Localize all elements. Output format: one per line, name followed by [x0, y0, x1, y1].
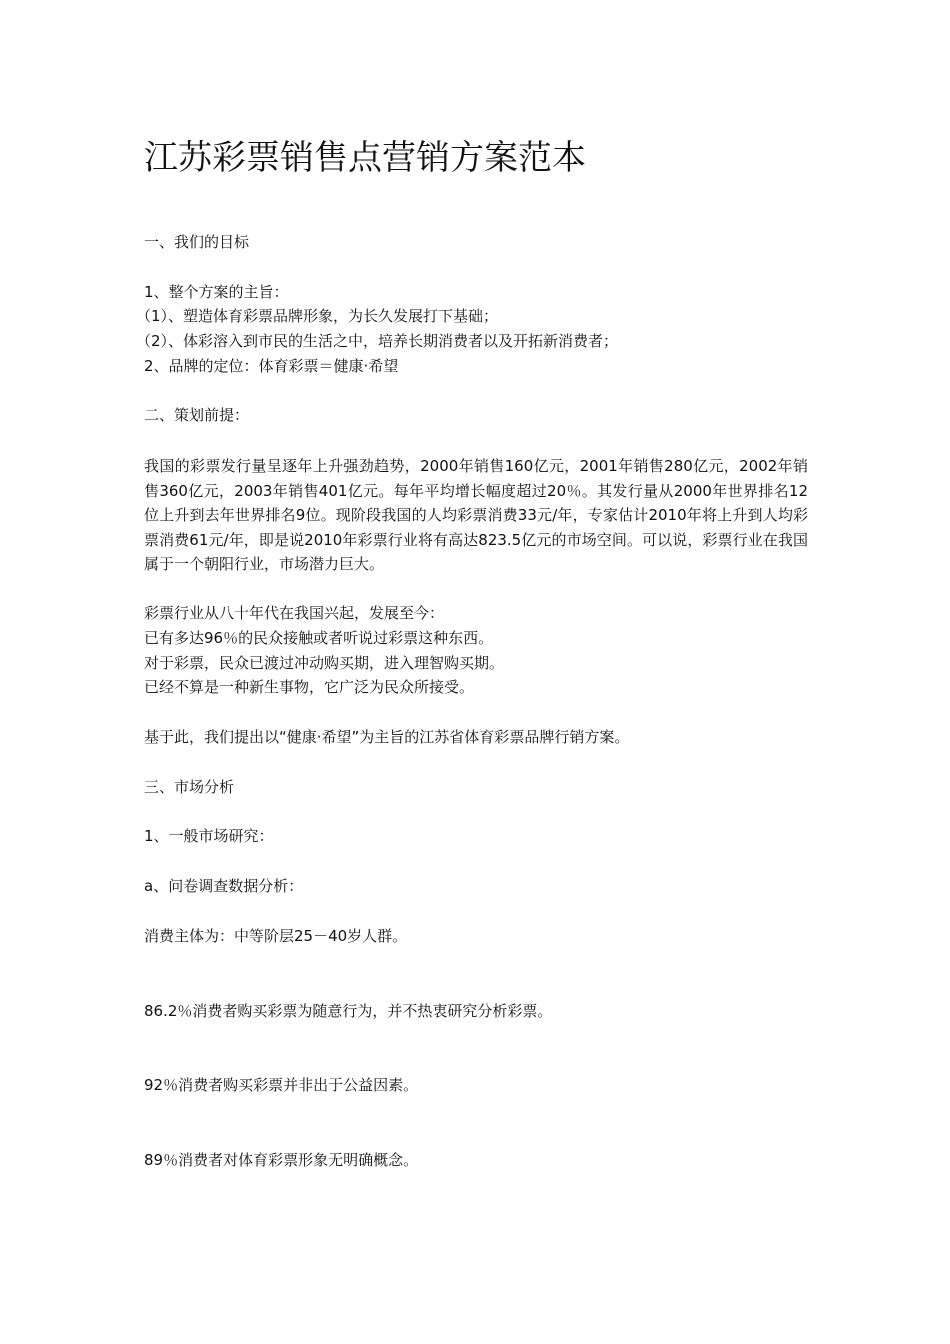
- market-heading: 三、市场分析: [144, 778, 235, 796]
- industry-point-1: 已有多达96％的民众接触或者听说过彩票这种东西。: [144, 629, 494, 647]
- proposal-paragraph: 基于此，我们提出以“健康·希望”为主旨的江苏省体育彩票品牌行销方案。: [144, 728, 630, 746]
- goal-1-item-1: （1）、塑造体育彩票品牌形象，为长久发展打下基础；: [136, 307, 499, 325]
- industry-point-2: 对于彩票，民众已渡过冲动购买期，进入理智购买期。: [144, 654, 505, 672]
- finding-random-purchase: 86.2％消费者购买彩票为随意行为，并不热衷研究分析彩票。: [144, 1002, 553, 1020]
- finding-consumer-group: 消费主体为：中等阶层25－40岁人群。: [144, 927, 408, 945]
- market-subheading-1: 1、一般市场研究：: [144, 827, 274, 845]
- industry-intro: 彩票行业从八十年代在我国兴起，发展至今：: [144, 604, 445, 622]
- goal-2-positioning: 2、品牌的定位：体育彩票＝健康·希望: [144, 357, 399, 375]
- premise-heading: 二、策划前提：: [144, 406, 250, 424]
- finding-brand-image: 89％消费者对体育彩票形象无明确概念。: [144, 1151, 419, 1169]
- industry-point-3: 已经不算是一种新生事物，它广泛为民众所接受。: [144, 678, 475, 696]
- market-subheading-a: a、问卷调查数据分析：: [144, 877, 304, 895]
- goal-1-heading: 1、整个方案的主旨：: [144, 283, 289, 301]
- finding-charity-motive: 92％消费者购买彩票并非出于公益因素。: [144, 1076, 419, 1094]
- goal-1-item-2: （2）、体彩溶入到市民的生活之中，培养长期消费者以及开拓新消费者；: [136, 332, 619, 350]
- goals-heading: 一、我们的目标: [144, 233, 250, 251]
- premise-paragraph: 我国的彩票发行量呈逐年上升强劲趋势，2000年销售160亿元，2001年销售280亿元，2002年销售360亿元，2003年销售401亿元。每年平均增长幅度超过20％。其发行量从2000年世界排名12位上升到去年世界排名9位。现阶段我国的人均彩票消费33元/年，专家估计2010年将上升到人均彩票消费61元/年，即是说2010年彩票行业将有高达823.5亿元的市场空间。可以说，彩票行业在我国属于一个朝阳行业，市场潜力巨大。: [144, 457, 808, 573]
- document-title: 江苏彩票销售点营销方案范本: [144, 138, 586, 178]
